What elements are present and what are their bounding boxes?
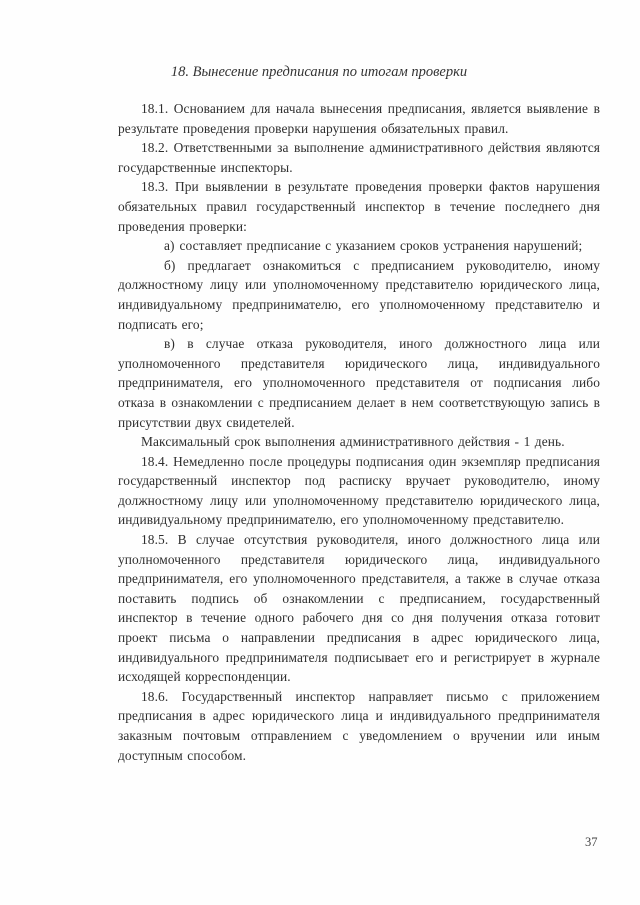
paragraph-18-5: 18.5. В случае отсутствия руководителя, иного должностного лица или уполномоченного представителя юридического лица, индивидуального предпринимателя, его уполномоченного представителя, а также в случае отказа поставить подпись об ознакомлении с предписанием, государственный инспектор в течение одного рабочего дня со дня получения отказа готовит проект письма о направлении предписания в адрес юридического лица, индивидуального предпринимателя подписывает его и регистрирует в журнале исходящей корреспонденции. <box>118 532 600 685</box>
paragraph-18-1: 18.1. Основанием для начала вынесения предписания, является выявление в результате проведения проверки нарушения обязательных правил. <box>118 101 600 136</box>
paragraph-18-4: 18.4. Немедленно после процедуры подписания один экземпляр предписания государственный инспектор под расписку вручает руководителю, иному должностному лицу или уполномоченному представителю юридического лица, индивидуальному предпринимателю, его уполномоченному представителю. <box>118 453 600 528</box>
paragraph-18-6: 18.6. Государственный инспектор направляет письмо с приложением предписания в адрес юридического лица и индивидуального предпринимателя заказным почтовым отправлением с уведомлением о вручении или иным доступным способом. <box>118 688 600 763</box>
list-item-b <box>118 256 600 334</box>
paragraph-18-3: 18.3. При выявлении в результате проведения проверки фактов нарушения обязательных правил государственный инспектор в течение последнего дня проведения проверки: <box>118 179 600 234</box>
list-item-b-text: предлагает ознакомиться с предписанием руководителю, иному должностному лицу или уполномоченному представителю юридического лица, индивидуальному предпринимателю, его уполномоченному представителю и подписать его; <box>118 257 601 332</box>
max-term-paragraph: Максимальный срок выполнения административного действия - 1 день. <box>141 434 565 450</box>
list-item-b-label: б) <box>164 257 176 273</box>
paragraph-18-2: 18.2. Ответственными за выполнение административного действия являются государственные инспекторы. <box>118 140 600 175</box>
section-heading: 18. Вынесение предписания по итогам проверки <box>170 64 468 80</box>
list-item-v <box>118 334 600 432</box>
page-number: 37 <box>585 835 598 849</box>
list-item-v-text: в случае отказа руководителя, иного должностного лица или уполномоченного представителя юридического лица, индивидуального предпринимателя, его уполномоченного представителя от подписания либо отказа в ознакомлении с предписанием делает в нем соответствующую запись в присутствии двух свидетелей. <box>118 336 601 430</box>
section-body <box>118 99 600 765</box>
list-item-a-text: составляет предписание с указанием сроков устранения нарушений; <box>179 238 583 254</box>
list-item-v-label: в) <box>164 336 175 352</box>
list-item-a <box>118 236 600 256</box>
list-item-a-label: а) <box>164 238 175 254</box>
